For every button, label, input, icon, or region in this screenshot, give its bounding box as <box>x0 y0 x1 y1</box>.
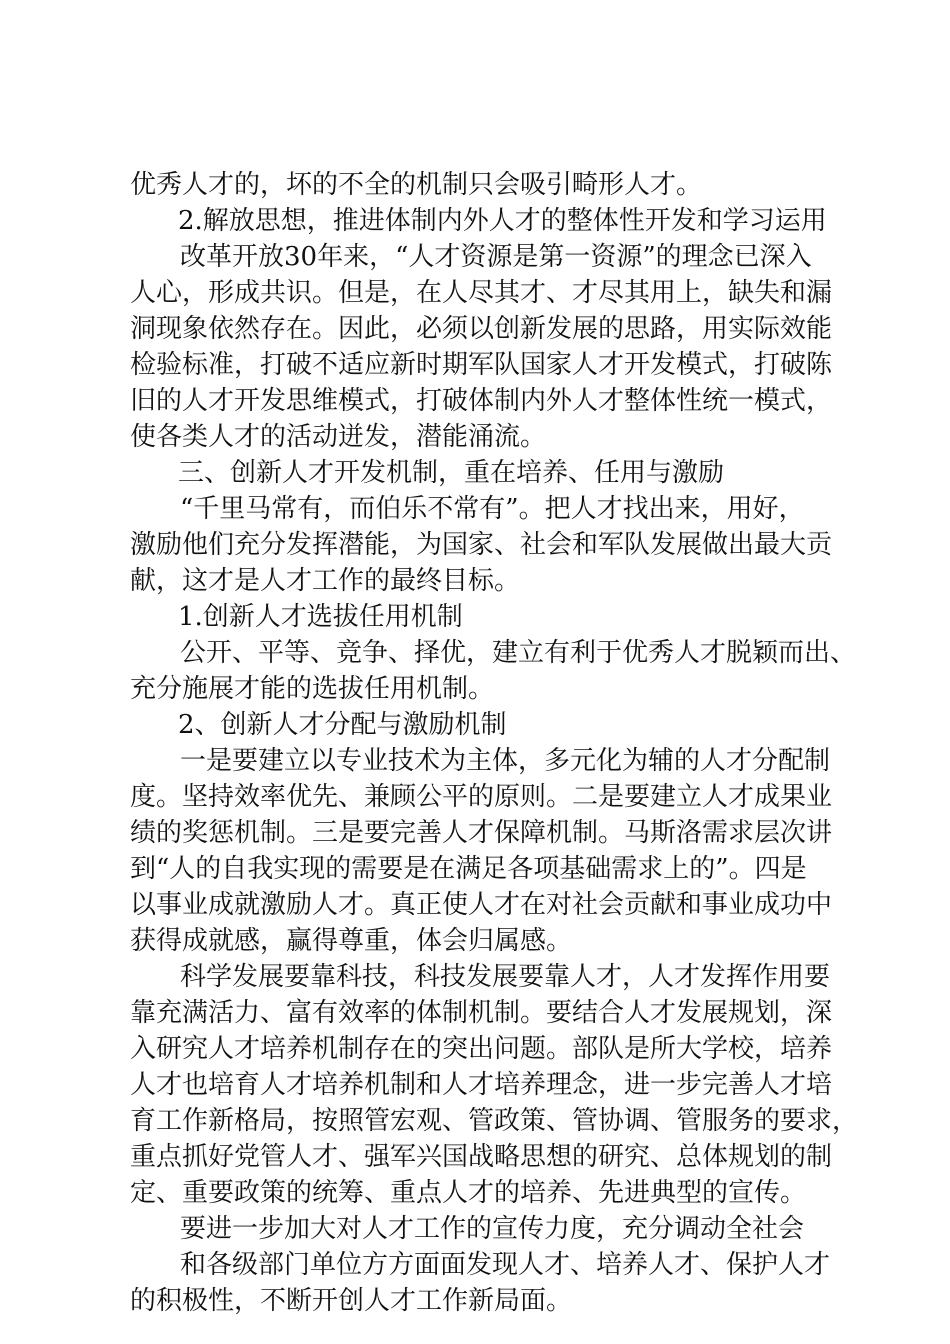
text-line: 科学发展要靠科技，科技发展要靠人才，人才发挥作用要 <box>180 962 831 992</box>
text-line: 的积极性，不断开创人才工作新局面。 <box>130 1286 573 1316</box>
text-line: 人才也培育人才培养机制和人才培养理念，进一步完善人才培 <box>130 1070 833 1100</box>
text-line: 改革开放30年来，“人才资源是第一资源”的理念已深入 <box>180 242 812 272</box>
text-line: 洞现象依然存在。因此，必须以创新发展的思路，用实际效能 <box>130 314 833 344</box>
text-line: 到“人的自我实现的需要是在满足各项基础需求上的”。四是 <box>130 854 807 884</box>
text-line: 公开、平等、竞争、择优，建立有利于优秀人才脱颖而出、 <box>180 638 857 668</box>
text-line: 一是要建立以专业技术为主体，多元化为辅的人才分配制 <box>180 746 831 776</box>
text-line: 靠充满活力、富有效率的体制机制。要结合人才发展规划，深 <box>130 998 833 1028</box>
text-line: 献，这才是人才工作的最终目标。 <box>130 566 521 596</box>
text-line: “千里马常有，而伯乐不常有”。把人才找出来，用好， <box>180 494 805 524</box>
text-line: 要进一步加大对人才工作的宣传力度，充分调动全社会 <box>180 1214 805 1244</box>
text-line: 绩的奖惩机制。三是要完善人才保障机制。马斯洛需求层次讲 <box>130 818 833 848</box>
text-line: 育工作新格局，按照管宏观、管政策、管协调、管服务的要求， <box>130 1106 859 1136</box>
text-line: 激励他们充分发挥潜能，为国家、社会和军队发展做出最大贡 <box>130 530 833 560</box>
text-line: 和各级部门单位方方面面发现人才、培养人才、保护人才 <box>180 1250 831 1280</box>
text-line: 入研究人才培养机制存在的突出问题。部队是所大学校，培养 <box>130 1034 833 1064</box>
text-line: 优秀人才的，坏的不全的机制只会吸引畸形人才。 <box>130 170 703 200</box>
section-heading: 2、创新人才分配与激励机制 <box>178 710 507 740</box>
text-line: 人心，形成共识。但是，在人尽其才、才尽其用上，缺失和漏 <box>130 278 833 308</box>
text-line: 重点抓好党管人才、强军兴国战略思想的研究、总体规划的制 <box>130 1142 833 1172</box>
text-line: 充分施展才能的选拔任用机制。 <box>130 674 495 704</box>
text-line: 获得成就感，赢得尊重，体会归属感。 <box>130 926 573 956</box>
text-line: 以事业成就激励人才。真正使人才在对社会贡献和事业成功中 <box>130 890 833 920</box>
section-heading: 2.解放思想，推进体制内外人才的整体性开发和学习运用 <box>178 206 827 236</box>
text-line: 旧的人才开发思维模式，打破体制内外人才整体性统一模式， <box>130 386 833 416</box>
text-line: 使各类人才的活动迸发，潜能涌流。 <box>130 422 547 452</box>
section-heading: 三、创新人才开发机制，重在培养、任用与激励 <box>178 458 725 488</box>
text-line: 度。坚持效率优先、兼顾公平的原则。二是要建立人才成果业 <box>130 782 833 812</box>
text-line: 检验标准，打破不适应新时期军队国家人才开发模式，打破陈 <box>130 350 833 380</box>
text-line: 定、重要政策的统筹、重点人才的培养、先进典型的宣传。 <box>130 1178 807 1208</box>
section-heading: 1.创新人才选拔任用机制 <box>178 602 463 632</box>
